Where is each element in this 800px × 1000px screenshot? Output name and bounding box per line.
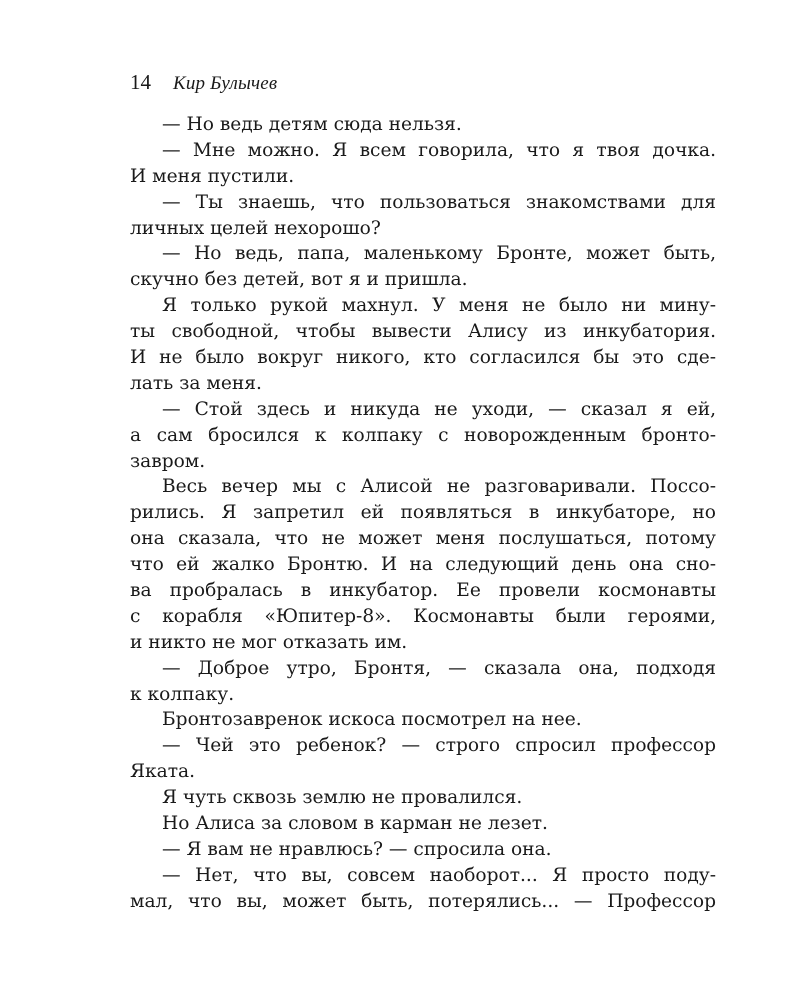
text-line: — Но ведь, папа, маленькому Бронте, может быть, (162, 243, 716, 265)
text-line: к колпаку. (130, 683, 235, 705)
running-head (130, 70, 277, 100)
text-line: что ей жалко Бронтю. И на следующий день она сно- (130, 554, 716, 576)
text-line: — Доброе утро, Бронтя, — сказала она, подходя (162, 657, 716, 679)
text-line: И меня пустили. (130, 165, 295, 187)
text-line: а сам бросился к колпаку с новорожденным бронто- (130, 424, 716, 446)
text-line: ва пробралась в инкубатор. Ее провели космонавты (130, 580, 716, 602)
text-line: Бронтозавренок искоса посмотрел на нее. (162, 709, 582, 731)
text-line: мал, что вы, может быть, потерялись... — Профессор (130, 890, 716, 912)
text-line: рились. Я запретил ей появляться в инкубаторе, но (130, 502, 716, 524)
text-line: — Мне можно. Я всем говорила, что я твоя дочка. (162, 139, 716, 161)
text-line: — Но ведь детям сюда нельзя. (162, 114, 462, 135)
text-line: она сказала, что не может меня послушаться, потому (130, 528, 716, 550)
author-name: Кир Булычев (173, 73, 278, 94)
text-line: — Я вам не нравлюсь? — спросила она. (162, 838, 552, 860)
text-line: — Нет, что вы, совсем наоборот... Я просто поду- (162, 864, 716, 886)
body-text (130, 112, 716, 915)
text-line: И не было вокруг никого, кто согласился бы это сде- (130, 347, 716, 369)
page-number: 14 (130, 70, 151, 94)
text-line: Весь вечер мы с Алисой не разговаривали. Поссо- (162, 476, 716, 498)
text-line: — Стой здесь и никуда не уходи, — сказал я ей, (162, 398, 716, 420)
text-line: личных целей нехорошо? (130, 217, 381, 239)
text-line: лать за меня. (130, 372, 262, 394)
text-line: скучно без детей, вот я и пришла. (130, 269, 468, 291)
text-line: с корабля «Юпитер-8». Космонавты были героями, (130, 605, 716, 627)
text-line: — Ты знаешь, что пользоваться знакомствами для (162, 191, 716, 213)
text-line: Яката. (130, 761, 196, 783)
text-line: Я только рукой махнул. У меня не было ни мину- (162, 295, 716, 317)
text-line: — Чей это ребенок? — строго спросил профессор (162, 735, 716, 757)
text-line: и никто не мог отказать им. (130, 631, 408, 653)
text-line: завром. (130, 450, 206, 472)
text-line: ты свободной, чтобы вывести Алису из инкубатория. (130, 321, 716, 343)
text-line: Я чуть сквозь землю не провалился. (162, 787, 523, 809)
text-line: Но Алиса за словом в карман не лезет. (162, 813, 548, 835)
